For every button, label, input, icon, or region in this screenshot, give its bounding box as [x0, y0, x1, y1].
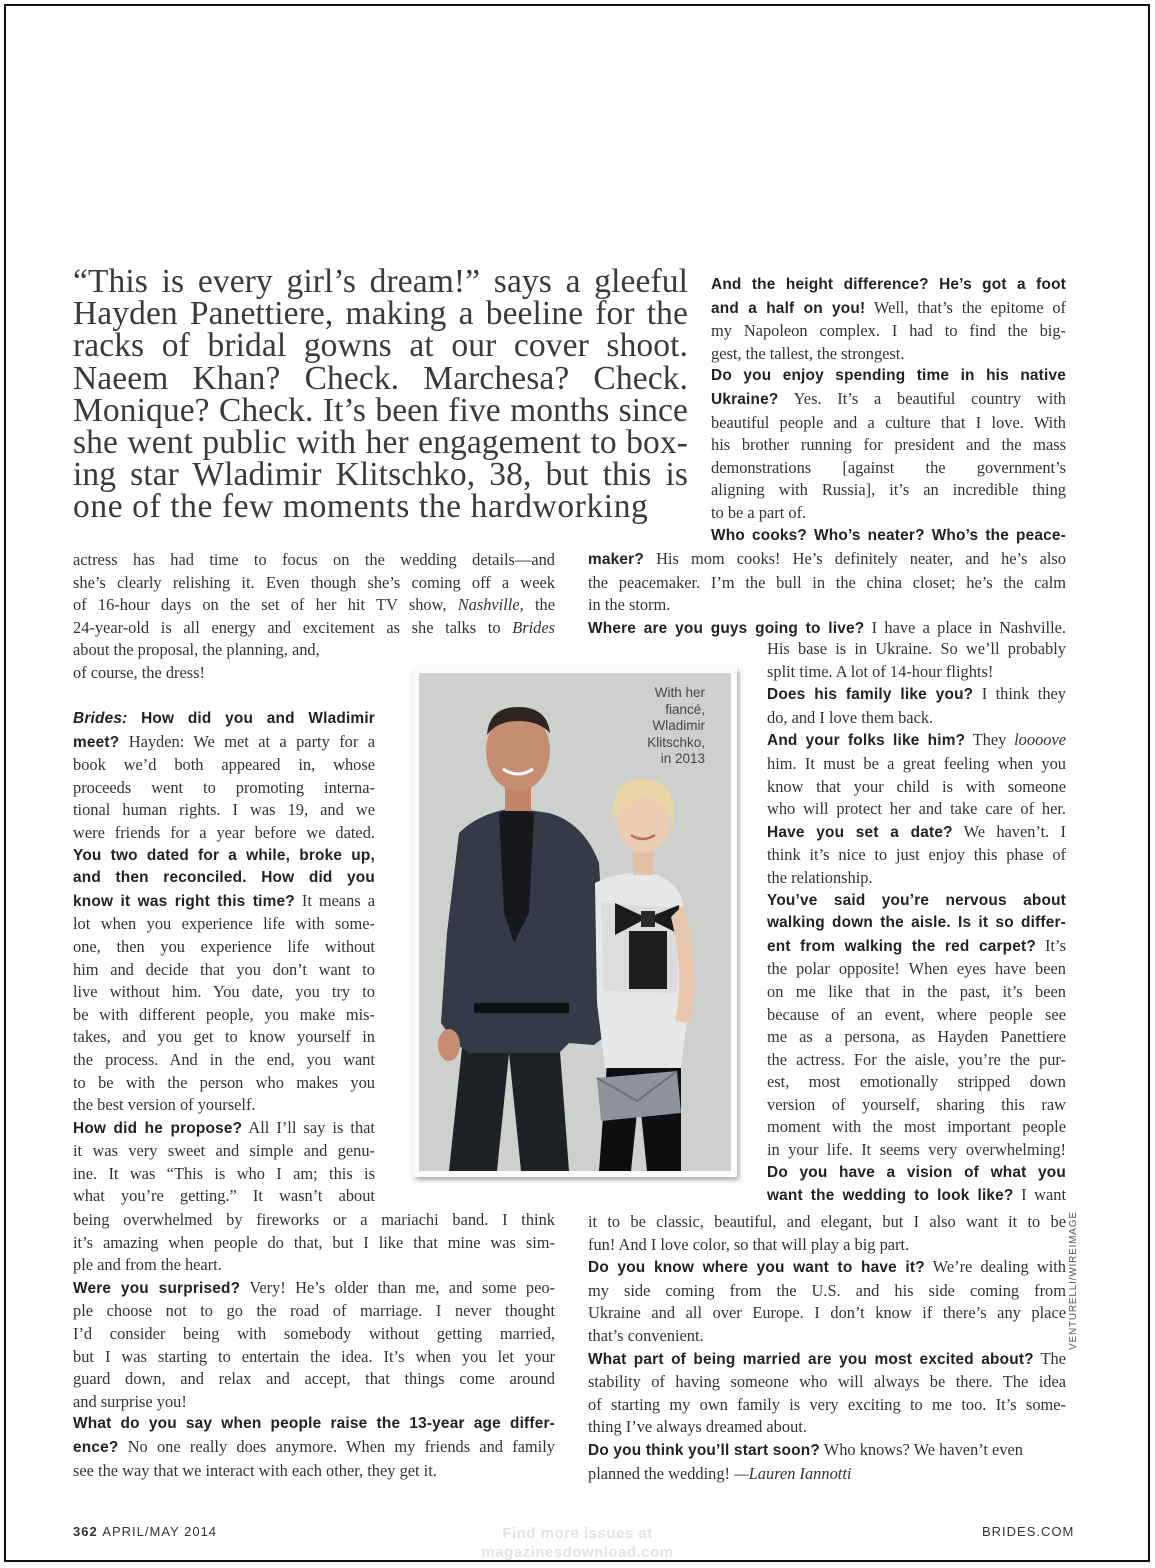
show-title: Nashville,	[457, 595, 524, 615]
question-text: Does his family like you?	[767, 686, 974, 704]
qa-line	[767, 935, 1066, 959]
qa-line	[588, 1256, 1066, 1280]
intro-line: Monique? Check. It’s been five months since	[73, 391, 688, 429]
question-text: And your folks like him?	[767, 732, 966, 750]
answer-text: Hayden: We met at a party for a	[119, 731, 375, 751]
answer-text: Yes. It’s a beautiful country with	[778, 388, 1066, 408]
answer-line: thing I’ve always dreamed about.	[588, 1417, 807, 1437]
qa-line	[588, 548, 1066, 572]
question-line: You two dated for a while, broke up,	[73, 846, 375, 864]
answer-line: it was very sweet and simple and genu-	[73, 1141, 375, 1161]
answer-line: in the storm.	[588, 595, 671, 615]
qa-line	[588, 617, 1066, 641]
qa-line	[73, 707, 375, 731]
answer-line: the peacemaker. I’m the bull in the china closet; he’s the calm	[588, 572, 1066, 592]
qa-line	[767, 683, 1066, 707]
photo-image	[419, 673, 731, 1171]
answer-text: planned the wedding!	[588, 1463, 735, 1483]
page-number: 362	[73, 1524, 98, 1539]
answer-text: Who knows? We haven’t even	[819, 1439, 1023, 1459]
body-line	[73, 594, 555, 617]
answer-text: It means a	[294, 890, 375, 910]
watermark-line: Find more issues at	[502, 1525, 653, 1542]
answer-line: see the way that we interact with each other, they get it.	[73, 1460, 437, 1480]
answer-text: All I’ll say is that	[242, 1117, 375, 1137]
right-wide-block-1	[588, 548, 1066, 640]
question-text: Have you set a date?	[767, 823, 953, 841]
answer-line: think it’s nice to just enjoy this phase of	[767, 845, 1066, 865]
question-text: How did you and Wladimir	[127, 710, 375, 727]
intro-line: Naeem Khan? Check. Marchesa? Check.	[73, 359, 688, 397]
answer-line: it’s amazing when people do that, but I like that mine was sim-	[73, 1232, 555, 1252]
answer-line: gest, the tallest, the strongest.	[711, 343, 905, 363]
answer-line: that’s convenient.	[588, 1325, 704, 1345]
question-text: Do you think you’ll start soon?	[588, 1441, 820, 1459]
question-text: know it was right this time?	[73, 892, 295, 910]
answer-line: split time. A lot of 14-hour flights!	[767, 661, 994, 681]
answer-line: version of yourself, sharing this raw	[767, 1094, 1066, 1114]
left-narrow-qa	[73, 707, 375, 1208]
answer-line: the relationship.	[767, 867, 873, 887]
body-line	[73, 617, 555, 640]
qa-line	[767, 821, 1066, 845]
intro-line: ing star Wladimir Klitschko, 38, but this is	[73, 456, 688, 494]
answer-line: on me like that in the past, it’s been	[767, 981, 1066, 1001]
answer-text: We’re dealing with	[924, 1257, 1066, 1277]
photo-credit: VENTURELLI/WIREIMAGE	[1068, 1211, 1079, 1350]
answer-line: His base is in Ukraine. So we’ll probably	[767, 639, 1066, 658]
photo-caption	[565, 685, 705, 768]
answer-line: takes, and you get to know yourself in	[73, 1027, 375, 1047]
caption-line: in 2013	[660, 751, 705, 766]
answer-line	[588, 1463, 1066, 1486]
answer-line: the process. And in the end, you want	[73, 1049, 375, 1069]
left-wide-block-1	[73, 549, 555, 639]
question-text: Do you know where you want to have it?	[588, 1259, 925, 1277]
answer-line: in your life. It seems very overwhelming!	[767, 1140, 1066, 1160]
answer-text: No one really does anymore. When my friends and family	[118, 1436, 555, 1456]
answer-line: moment with the most important people	[767, 1117, 1066, 1137]
question-text: ent from walking the red carpet?	[767, 937, 1036, 955]
question-line: And the height difference? He’s got a foot	[711, 276, 1066, 293]
body-line: she’s clearly relishing it. Even though she’s coming off a week	[73, 572, 555, 592]
caption-line: Klitschko,	[647, 734, 705, 750]
answer-line: do, and I love them back.	[767, 707, 934, 727]
answer-line: to be with the person who makes you	[73, 1072, 375, 1092]
body-text: of 16-hour days on the set of her hit TV show,	[73, 595, 458, 615]
question-line: Do you enjoy spending time in his native	[711, 367, 1066, 385]
intro-line: racks of bridal gowns at our cover shoot.	[73, 327, 688, 365]
answer-text: I have a place in Nashville.	[864, 617, 1066, 637]
question-text: meet?	[73, 733, 120, 751]
answer-text: Well, that’s the epitome of	[865, 297, 1066, 317]
right-top-block	[711, 274, 1066, 547]
answer-line: being overwhelmed by fireworks or a mariachi band. I think	[73, 1210, 555, 1229]
answer-line: ple choose not to go the road of marriage. I never thought	[73, 1301, 555, 1321]
couple-photo	[413, 667, 737, 1177]
body-text: 24-year-old is all energy and excitement as she talks to	[73, 617, 513, 637]
answer-line: stability of having someone who will always be there. The idea	[588, 1372, 1066, 1392]
byline: —Lauren Iannotti	[734, 1463, 852, 1483]
watermark-line: magazinesdownload.com	[481, 1544, 674, 1561]
answer-text: We haven’t. I	[952, 821, 1066, 841]
answer-line: ple and from the heart.	[73, 1255, 222, 1275]
answer-line: ine. It was “This is who I am; this is	[73, 1163, 375, 1183]
right-narrow-block	[767, 638, 1066, 1208]
answer-line: who will protect her and take care of her.	[767, 799, 1066, 819]
intro-line: one of the few moments the hardworking	[73, 488, 649, 526]
answer-text: His mom cooks! He’s definitely neater, and he’s also	[643, 549, 1066, 568]
qa-line	[73, 731, 375, 755]
question-line: Do you have a vision of what you	[767, 1163, 1066, 1181]
qa-line	[711, 297, 1066, 321]
qa-line	[767, 1184, 1066, 1208]
answer-line: lot when you experience life with some-	[73, 914, 375, 934]
answer-line: my Napoleon complex. I had to find the big-	[711, 321, 1066, 341]
qa-line	[73, 1277, 555, 1301]
qa-line	[73, 1436, 555, 1460]
answer-line: his brother running for president and the mass	[711, 435, 1066, 455]
question-label: Brides:	[73, 710, 128, 727]
answer-line: but I was starting to entertain the idea. It’s when you let your	[73, 1346, 555, 1366]
answer-line: tional human rights. I was 19, and we	[73, 800, 375, 820]
answer-line: know that your child is with someone	[767, 776, 1066, 796]
answer-text: It’s	[1035, 935, 1066, 955]
answer-text: The	[1033, 1348, 1066, 1368]
qa-line	[73, 1117, 375, 1141]
caption-line: fiancé,	[665, 701, 705, 717]
question-text: How did he propose?	[73, 1119, 243, 1137]
answer-line: Ukraine and all over Europe. I don’t know if there’s any place	[588, 1303, 1066, 1323]
qa-line	[588, 1348, 1066, 1372]
answer-line: fun! And I love color, so that will play a big part.	[588, 1234, 910, 1254]
answer-line: one, then you experience life without	[73, 936, 375, 956]
question-line: and then reconciled. How did you	[73, 869, 375, 887]
answer-line: live without him. You date, you try to	[73, 982, 375, 1002]
answer-line: me as a persona, as Hayden Panettiere	[767, 1027, 1066, 1047]
question-text: Where are you guys going to live?	[588, 619, 865, 637]
body-line: of course, the dress!	[73, 662, 205, 682]
magazine-name: Brides	[512, 617, 555, 637]
answer-line: him. It must be a great feeling when you	[767, 753, 1066, 773]
body-text: the	[523, 595, 555, 615]
answer-line: the actress. For the aisle, you’re the pur-	[767, 1049, 1066, 1069]
answer-emphasis: loooove	[1014, 730, 1067, 750]
answer-line: and surprise you!	[73, 1391, 187, 1411]
answer-text: I want	[1013, 1185, 1067, 1205]
answer-text: I think they	[973, 684, 1066, 704]
caption-line: With her	[654, 685, 705, 700]
intro-line: Hayden Panettiere, making a beeline for the	[73, 295, 688, 333]
body-line: actress has had time to focus on the wedding details—and	[73, 550, 555, 569]
answer-line: be with different people, you make mis-	[73, 1004, 375, 1024]
question-text: maker?	[588, 551, 644, 568]
answer-line: guard down, and relax and accept, that things come around	[73, 1369, 555, 1389]
site-url: BRIDES.COM	[982, 1524, 1075, 1539]
answer-line: to be a part of.	[711, 502, 807, 522]
question-line: Who cooks? Who’s neater? Who’s the peace-	[711, 526, 1066, 544]
answer-line: were friends for a year before we dated.	[73, 822, 375, 842]
question-text: want the wedding to look like?	[767, 1187, 1014, 1205]
qa-line	[767, 729, 1066, 753]
intro-deck	[73, 263, 688, 526]
answer-line: him and decide that you don’t want to	[73, 959, 375, 979]
right-wide-block-2	[588, 1211, 1066, 1485]
body-line: about the proposal, the planning, and,	[73, 640, 320, 659]
answer-line: beautiful people and a culture that I love. With	[711, 412, 1066, 432]
question-text: Ukraine?	[711, 390, 779, 408]
intro-line: “This is every girl’s dream!” says a gleeful	[73, 263, 688, 300]
answer-text: They	[965, 730, 1015, 750]
answer-line: because of an event, where people see	[767, 1004, 1066, 1024]
answer-line: book we’d both appeared in, whose	[73, 755, 375, 775]
answer-line: I’d consider being with somebody without getting married,	[73, 1323, 555, 1343]
answer-line: it to be classic, beautiful, and elegant, but I also want it to be	[588, 1212, 1066, 1231]
answer-text: Very! He’s older than me, and some peo-	[240, 1277, 555, 1297]
answer-line: of starting my own family is very exciting to me too. It’s some-	[588, 1394, 1066, 1414]
caption-line: Wladimir	[652, 718, 705, 733]
question-text: and a half on you!	[711, 299, 866, 317]
issue-date: APRIL/MAY 2014	[102, 1524, 218, 1539]
question-line: You’ve said you’re nervous about	[767, 891, 1066, 909]
qa-line	[73, 890, 375, 914]
answer-line: my side coming from the U.S. and his side coming from	[588, 1280, 1066, 1300]
left-wide-block-2	[73, 1209, 555, 1482]
question-line: walking down the aisle. Is it so differ-	[767, 914, 1066, 932]
answer-line: est, most emotionally stripped down	[767, 1072, 1066, 1092]
left-narrow-block-1	[73, 639, 403, 684]
answer-line: proceeds went to promoting interna-	[73, 777, 375, 797]
answer-line: what you’re getting.” It wasn’t about	[73, 1186, 375, 1206]
question-line: What do you say when people raise the 13-year age differ-	[73, 1415, 555, 1433]
qa-line	[711, 388, 1066, 412]
answer-line: demonstrations [against the government’s	[711, 457, 1066, 477]
answer-line: aligning with Russia], it’s an incredible thing	[711, 480, 1066, 500]
question-text: Were you surprised?	[73, 1279, 241, 1297]
qa-line	[588, 1439, 1066, 1463]
answer-line: the best version of yourself.	[73, 1095, 256, 1115]
question-text: What part of being married are you most excited about?	[588, 1350, 1034, 1368]
answer-line: the polar opposite! When eyes have been	[767, 959, 1066, 979]
question-text: ence?	[73, 1438, 119, 1456]
intro-line: she went public with her engagement to box-	[73, 424, 688, 462]
